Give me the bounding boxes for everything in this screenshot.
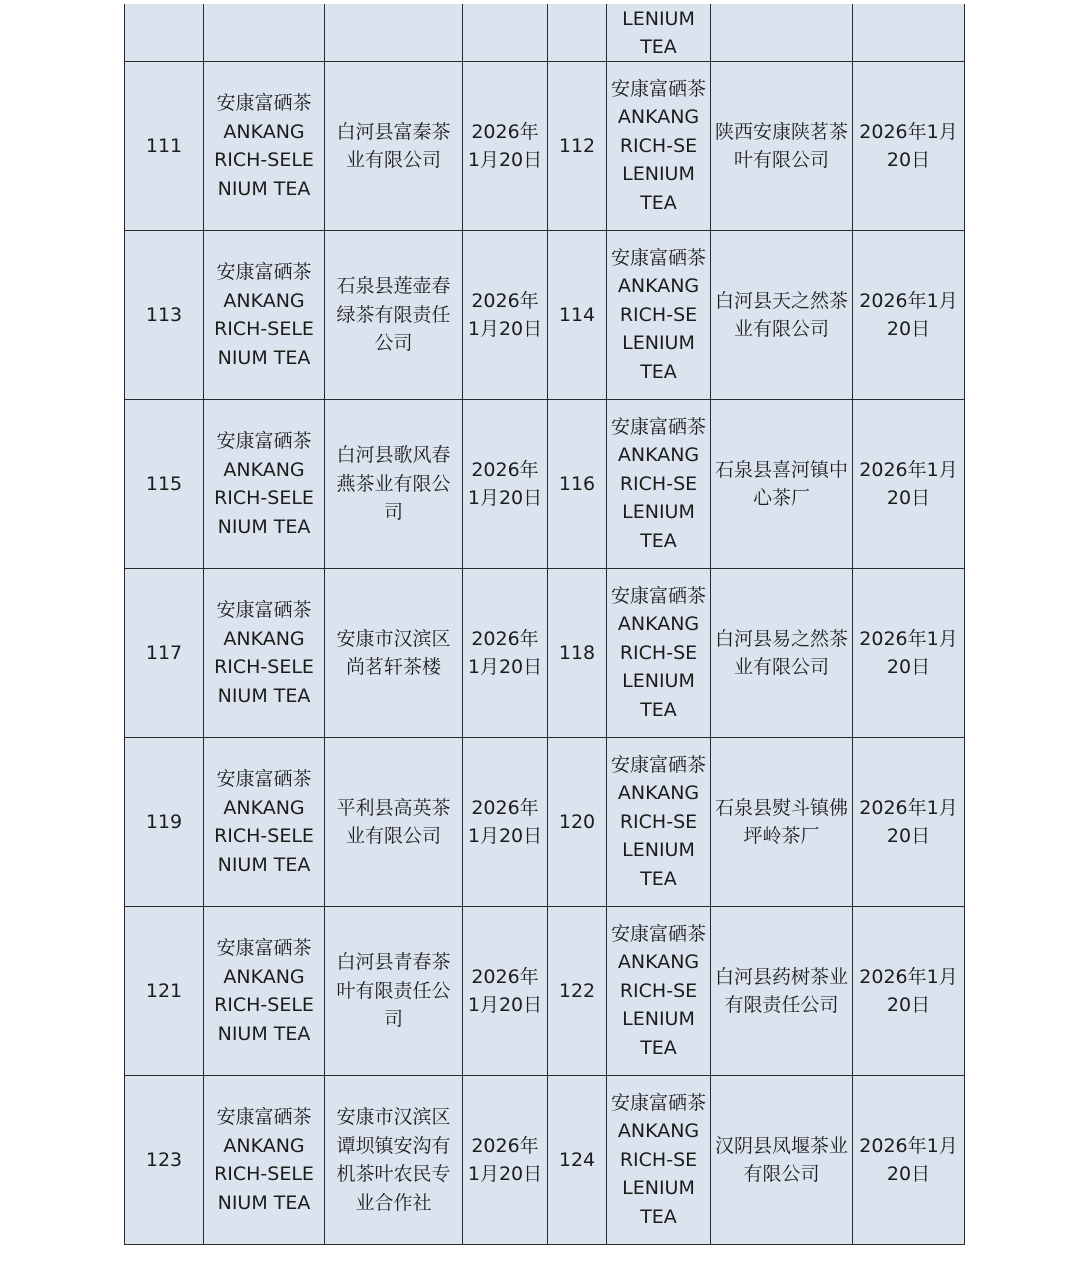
table-row [125,400,965,569]
cell-number: 120 [548,738,607,907]
cell-number: 113 [125,231,204,400]
table-row [125,738,965,907]
cell-number: 114 [548,231,607,400]
cell-date: 2026年1月20日 [463,1076,548,1245]
cell-number: 121 [125,907,204,1076]
cell-date: 2026年1月20日 [853,738,965,907]
cell-date: 2026年1月20日 [853,907,965,1076]
cell-number: 111 [125,62,204,231]
cell-company: 安康市汉滨区尚茗轩茶楼 [325,569,463,738]
cell-brand-fragment: LENIUM TEA [607,4,711,62]
cell-empty [711,4,853,62]
cell-brand: 安康富硒茶 ANKANG RICH-SELE NIUM TEA [204,400,325,569]
cell-company: 平利县高英茶业有限公司 [325,738,463,907]
table-body [125,4,965,1245]
cell-brand: 安康富硒茶 ANKANG RICH-SE LENIUM TEA [607,231,711,400]
cell-brand: 安康富硒茶 ANKANG RICH-SE LENIUM TEA [607,400,711,569]
cell-company: 石泉县莲壶春绿茶有限责任公司 [325,231,463,400]
cell-number: 116 [548,400,607,569]
table-row [125,569,965,738]
cell-date: 2026年1月20日 [853,400,965,569]
cell-brand: 安康富硒茶 ANKANG RICH-SE LENIUM TEA [607,1076,711,1245]
cell-brand: 安康富硒茶 ANKANG RICH-SELE NIUM TEA [204,569,325,738]
cell-brand: 安康富硒茶 ANKANG RICH-SELE NIUM TEA [204,62,325,231]
cell-company: 安康市汉滨区谭坝镇安沟有机茶叶农民专业合作社 [325,1076,463,1245]
cell-date: 2026年1月20日 [853,1076,965,1245]
cell-number: 119 [125,738,204,907]
cell-date: 2026年1月20日 [463,231,548,400]
cell-brand: 安康富硒茶 ANKANG RICH-SELE NIUM TEA [204,907,325,1076]
cell-number: 124 [548,1076,607,1245]
cell-date: 2026年1月20日 [853,569,965,738]
cell-empty [125,4,204,62]
cell-empty [853,4,965,62]
cell-company: 石泉县喜河镇中心茶厂 [711,400,853,569]
table-row [125,62,965,231]
table-row [125,1076,965,1245]
cell-date: 2026年1月20日 [463,62,548,231]
table-row [125,907,965,1076]
table-row [125,231,965,400]
cell-number: 117 [125,569,204,738]
cell-number: 118 [548,569,607,738]
cell-brand: 安康富硒茶 ANKANG RICH-SELE NIUM TEA [204,738,325,907]
registration-table [124,4,965,1245]
cell-company: 白河县青春茶叶有限责任公司 [325,907,463,1076]
cell-date: 2026年1月20日 [853,62,965,231]
cell-brand: 安康富硒茶 ANKANG RICH-SE LENIUM TEA [607,62,711,231]
cell-date: 2026年1月20日 [463,738,548,907]
cell-number: 122 [548,907,607,1076]
cell-brand: 安康富硒茶 ANKANG RICH-SE LENIUM TEA [607,569,711,738]
cell-company: 陕西安康陕茗茶叶有限公司 [711,62,853,231]
cell-number: 112 [548,62,607,231]
cell-empty [548,4,607,62]
table-row-continued [125,4,965,62]
cell-date: 2026年1月20日 [463,569,548,738]
cell-company: 汉阴县凤堰茶业有限公司 [711,1076,853,1245]
cell-number: 123 [125,1076,204,1245]
cell-empty [325,4,463,62]
cell-brand: 安康富硒茶 ANKANG RICH-SE LENIUM TEA [607,907,711,1076]
cell-company: 白河县易之然茶业有限公司 [711,569,853,738]
cell-company: 白河县富秦茶业有限公司 [325,62,463,231]
cell-brand: 安康富硒茶 ANKANG RICH-SE LENIUM TEA [607,738,711,907]
cell-brand: 安康富硒茶 ANKANG RICH-SELE NIUM TEA [204,231,325,400]
cell-number: 115 [125,400,204,569]
cell-empty [463,4,548,62]
cell-company: 白河县药树茶业有限责任公司 [711,907,853,1076]
cell-date: 2026年1月20日 [463,400,548,569]
cell-company: 白河县天之然茶业有限公司 [711,231,853,400]
cell-date: 2026年1月20日 [463,907,548,1076]
cell-empty [204,4,325,62]
cell-date: 2026年1月20日 [853,231,965,400]
cell-company: 石泉县熨斗镇佛坪岭茶厂 [711,738,853,907]
cell-brand: 安康富硒茶 ANKANG RICH-SELE NIUM TEA [204,1076,325,1245]
cell-company: 白河县歌风春燕茶业有限公司 [325,400,463,569]
